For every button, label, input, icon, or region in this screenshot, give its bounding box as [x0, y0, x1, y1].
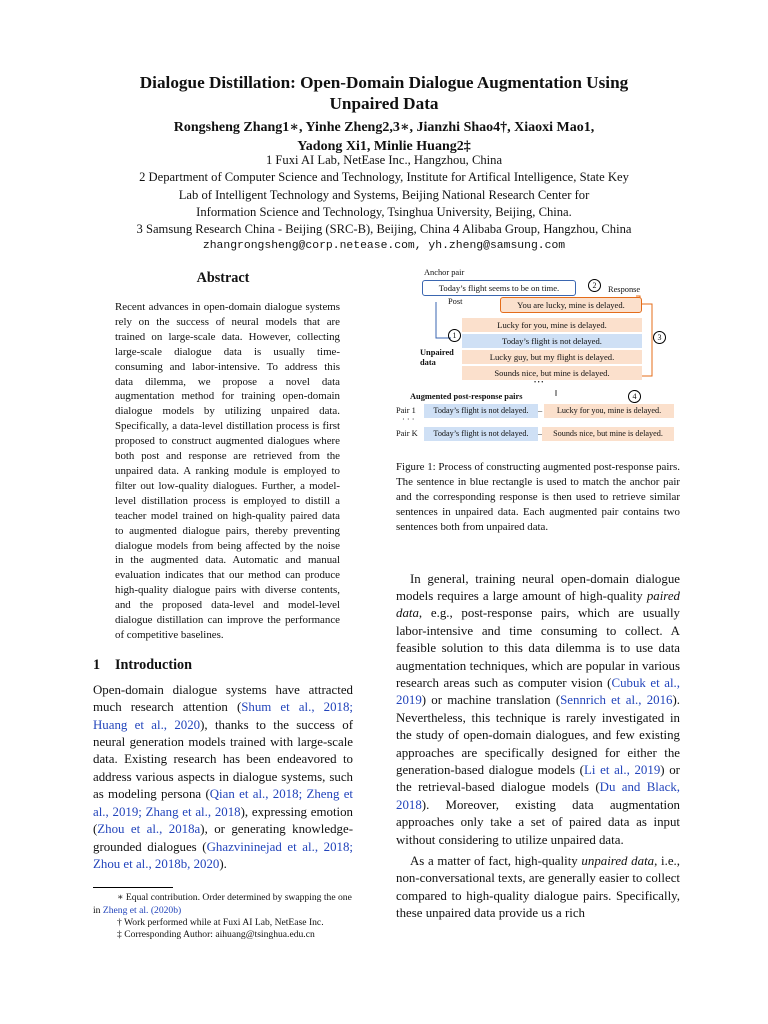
emphasis: unpaired data: [581, 854, 655, 869]
text-run: ∗ Equal contribution. Order determined by swapping the one in: [93, 892, 352, 916]
footnote-1: [93, 892, 353, 916]
text-run: , e.g., post-response pairs, which are usually labor-intensive and time consuming to collect. A feasible solution to this data dilemma is to use data augmentation techniques, which are popular in various research areas such as computer vision (: [396, 606, 680, 690]
abstract-heading: Abstract: [196, 270, 250, 286]
section-heading-introduction: [93, 657, 353, 674]
section-number: 1: [93, 656, 101, 673]
text-run: ), expressing emotion (: [93, 804, 353, 837]
text-run: ). Nevertheless, this technique is rarely investigated in the study of open-domain dialogues, and few existing approaches are specifically designed for either the generation-based dialogue models (: [396, 693, 680, 777]
citation-link[interactable]: Zhou et al., 2018a: [97, 822, 201, 837]
citation-link[interactable]: Li et al., 2019: [583, 763, 661, 777]
text-run: ) or the retrieval-based dialogue models (: [396, 763, 680, 795]
title-line-2: Unpaired Data: [329, 94, 439, 113]
orange-bracket: [642, 304, 652, 376]
unpaired-sentence-1: Lucky for you, mine is delayed.: [462, 318, 642, 332]
citation-link[interactable]: Sennrich et al., 2016: [560, 693, 673, 708]
ellipsis: • • •: [534, 380, 544, 386]
unpaired-sentence-3: Lucky guy, but my flight is delayed.: [462, 350, 642, 364]
anchor-pair-label: Anchor pair: [424, 268, 465, 277]
pair-k-dash: –: [538, 429, 543, 438]
authors: [60, 118, 708, 156]
unpaired-label-1: Unpaired: [420, 348, 454, 357]
response-label: Response: [608, 285, 641, 294]
step-4-marker: 4: [628, 390, 641, 403]
pair-k-response: Sounds nice, but mine is delayed.: [542, 427, 674, 441]
unpaired-sentence-4: Sounds nice, but mine is delayed.: [462, 366, 642, 380]
affiliation-2c: Information Science and Technology, Tsinghua University, Beijing, China.: [196, 204, 572, 219]
citation-link[interactable]: Du and Black, 2018: [396, 780, 680, 812]
emails: zhangrongsheng@corp.netease.com, yh.zheng@samsung.com: [202, 240, 566, 253]
text-run: In general, training neural open-domain dialogue models requires a large amount of high-quality: [396, 571, 680, 603]
title-line-1: Dialogue Distillation: Open-Domain Dialogue Augmentation Using: [139, 73, 629, 92]
pairs-ellipsis: · · ·: [402, 415, 415, 424]
footnote-rule: [93, 887, 173, 888]
right-paragraph-2: [396, 853, 680, 923]
citation-link[interactable]: Cubuk et al., 2019: [396, 675, 680, 708]
text-run: , i.e., non-conversational texts, are generally easier to collect compared to high-quality dialogue pairs. Specifically, these unpaired data provide us a rich: [396, 854, 680, 921]
authors-line-2: Yadong Xi1, Minlie Huang2‡: [297, 139, 471, 154]
figure-1-caption: Figure 1: Process of constructing augmented post-response pairs. The sentence in blue rectangle is used to match the anchor pair and the corresponding response is then used to retrieve similar sentences in unpaired data. Each augmented pair contains two sentences both from unpaired data.: [396, 461, 680, 533]
anchor-sentence-box: Today’s flight seems to be on time.: [422, 280, 576, 296]
affiliation-3: 3 Samsung Research China - Beijing (SRC-B), Beijing, China 4 Alibaba Group, Hangzhou, China: [136, 222, 632, 237]
text-run: ).: [219, 856, 227, 871]
right-column: [396, 268, 680, 923]
text-run: As a matter of fact, high-quality: [410, 854, 582, 869]
figure-1: [396, 268, 680, 448]
affiliation-2a: 2 Department of Computer Science and Technology, Institute for Artifical Intelligence, State Key: [139, 170, 629, 185]
post-label: Post: [448, 297, 463, 306]
step-1-marker: 1: [448, 329, 461, 342]
text-run: ) or machine translation (: [421, 693, 561, 708]
pair-1-dash: –: [538, 406, 543, 415]
pair-1-label: Pair 1: [396, 406, 416, 415]
abstract-text: Recent advances in open-domain dialogue systems rely on the success of neural models that are trained on large-scale data. However, collecting large-scale dialogue data is usually time-consuming and labor-intensive. To address this data dilemma, we propose a novel data augmentation method for training open-domain dialogue models by utilizing unpaired data. Specifically, a data-level distillation process is first proposed to construct augmented dialogues where both post and response are retrieved from the unpaired data. A ranking module is employed to filter out low-quality dialogues. Further, a model-level distillation process is employed to distill a teacher model trained on high-quality paired data to augmented dialogue pairs, thereby preventing dialogue models from being affected by the noise in the augmented data. Automatic and manual evaluation indicates that our method can produce high-quality dialogue pairs with diverse contents, and the proposed data-level and model-level dialogue distillation can improve the performance of competitive baselines.: [115, 301, 340, 641]
text-run: Open-domain dialogue systems have attracted much research attention (: [93, 682, 353, 715]
emphasis: paired data: [396, 588, 680, 621]
footnote-3: ‡ Corresponding Author: aihuang@tsinghua.edu.cn: [117, 928, 315, 940]
authors-line-1: Rongsheng Zhang1∗, Yinhe Zheng2,3∗, Jianzhi Shao4†, Xiaoxi Mao1,: [173, 120, 595, 135]
citation-link[interactable]: Zheng et al. (2020b): [102, 904, 182, 916]
text-run: ), thanks to the success of neural generation models trained with large-scale data. Existing research has been endeavored to address various aspects in dialogue systems, such as modeling persona (: [93, 717, 353, 802]
pair-k-post: Today’s flight is not delayed.: [424, 427, 538, 441]
step-2-marker: 2: [588, 279, 601, 292]
section-title: Introduction: [115, 656, 192, 673]
unpaired-sentence-2: Today’s flight is not delayed.: [462, 334, 642, 348]
citation-link[interactable]: Ghazvininejad et al., 2018; Zhou et al., 2018b, 2020: [93, 839, 354, 871]
response-sentence-box: You are lucky, mine is delayed.: [500, 297, 642, 313]
footnote-2: † Work performed while at Fuxi AI Lab, NetEase Inc.: [117, 916, 324, 928]
citation-link[interactable]: Shum et al., 2018; Huang et al., 2020: [93, 700, 353, 732]
text-run: ), or generating knowledge-grounded dialogues (: [93, 822, 353, 854]
step-3-marker: 3: [653, 331, 666, 344]
pair-1-response: Lucky for you, mine is delayed.: [544, 404, 674, 418]
left-column: [93, 268, 353, 941]
right-paragraph-1: [396, 571, 680, 850]
pair-1-post: Today’s flight is not delayed.: [424, 404, 538, 418]
augmented-pairs-label: Augmented post-response pairs: [410, 392, 523, 401]
affiliation-1: 1 Fuxi AI Lab, NetEase Inc., Hangzhou, China: [265, 153, 503, 167]
paper-title: [60, 72, 708, 114]
text-run: ). Moreover, existing data augmentation approaches only take a set of paired data as input without considering to utilize unpaired data.: [396, 797, 680, 847]
pair-k-label: Pair K: [396, 429, 418, 438]
citation-link[interactable]: Qian et al., 2018; Zheng et al., 2019; Zhang et al., 2018: [93, 787, 353, 819]
affiliations: [60, 152, 708, 256]
intro-paragraph-1: [93, 682, 353, 873]
unpaired-label-2: data: [420, 358, 436, 367]
affiliation-2b: Lab of Intelligent Technology and Systems, Beijing National Research Center for: [178, 187, 590, 202]
